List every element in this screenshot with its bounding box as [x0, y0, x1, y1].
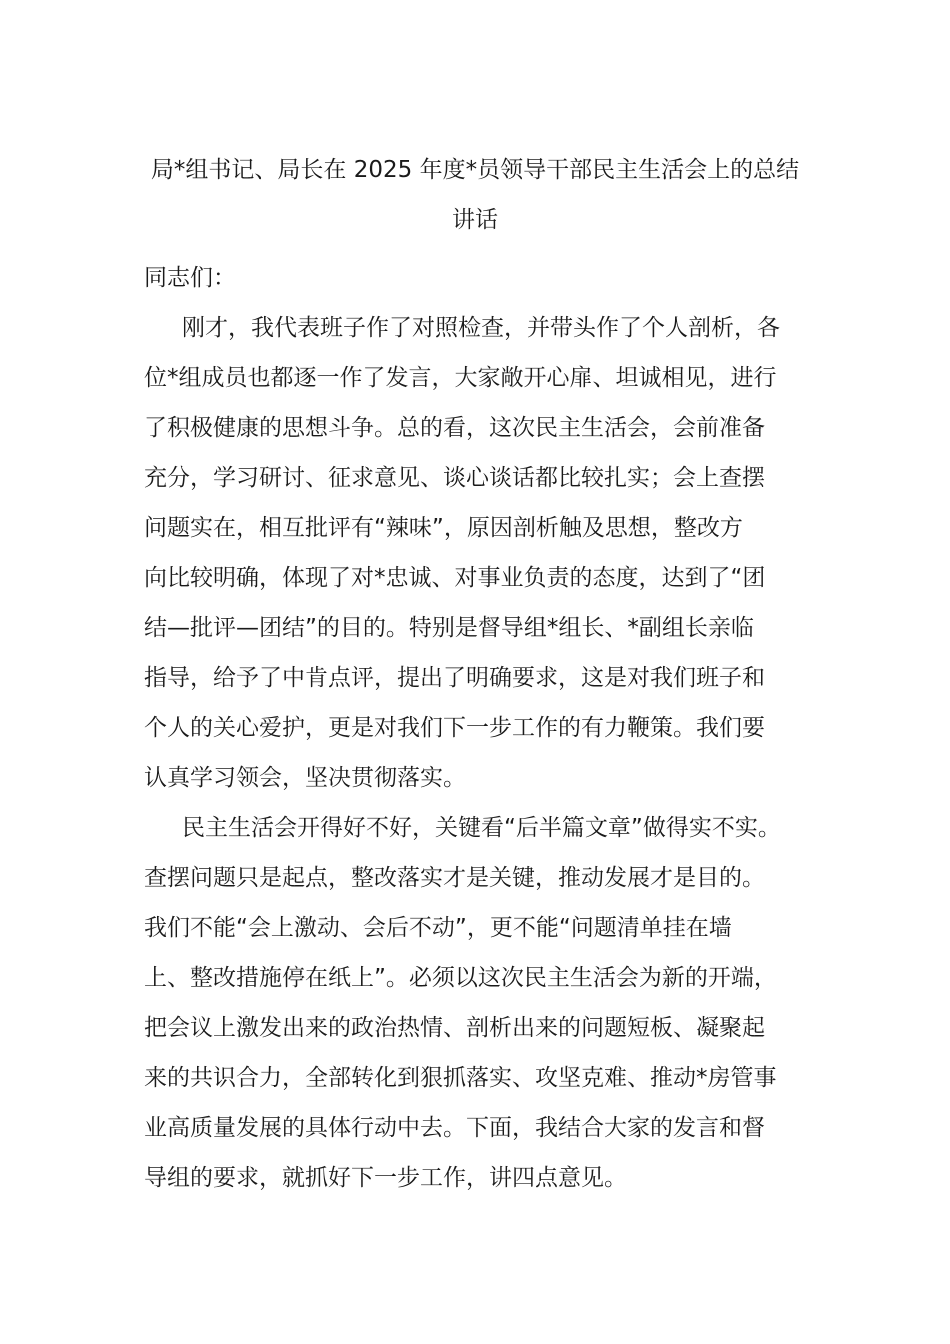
paragraph-line: 结—批评—团结”的目的。特别是督导组*组长、*副组长亲临	[144, 615, 754, 641]
paragraph-line: 查摆问题只是起点，整改落实才是关键，推动发展才是目的。	[144, 865, 765, 891]
paragraph-line: 业高质量发展的具体行动中去。下面，我结合大家的发言和督	[144, 1115, 765, 1141]
paragraph-line: 上、整改措施停在纸上”。必须以这次民主生活会为新的开端，	[144, 965, 777, 991]
paragraph	[144, 303, 824, 803]
document-title	[140, 145, 810, 245]
paragraph	[144, 803, 824, 1203]
title-line: 局*组书记、局长在 2025 年度*员领导干部民主生活会上的总结	[150, 157, 800, 183]
paragraph-line: 向比较明确，体现了对*忠诚、对事业负责的态度，达到了“团	[144, 565, 766, 591]
paragraph-line: 问题实在，相互批评有“辣味”，原因剖析触及思想，整改方	[144, 515, 743, 541]
paragraph-line: 民主生活会开得好不好，关键看“后半篇文章”做得实不实。	[182, 815, 781, 841]
title-line: 讲话	[452, 207, 498, 233]
paragraph-line: 个人的关心爱护，更是对我们下一步工作的有力鞭策。我们要	[144, 715, 765, 741]
paragraph-line: 了积极健康的思想斗争。总的看，这次民主生活会，会前准备	[144, 415, 765, 441]
salutation: 同志们：	[144, 265, 236, 291]
paragraph-line: 把会议上激发出来的政治热情、剖析出来的问题短板、凝聚起	[144, 1015, 765, 1041]
paragraph-line: 充分，学习研讨、征求意见、谈心谈话都比较扎实；会上查摆	[144, 465, 765, 491]
paragraph-line: 指导，给予了中肯点评，提出了明确要求，这是对我们班子和	[144, 665, 765, 691]
paragraph-line: 位*组成员也都逐一作了发言，大家敞开心扉、坦诚相见，进行	[144, 365, 777, 391]
paragraph-line: 认真学习领会，坚决贯彻落实。	[144, 765, 466, 791]
paragraph-line: 来的共识合力，全部转化到狠抓落实、攻坚克难、推动*房管事	[144, 1065, 777, 1091]
paragraph-line: 导组的要求，就抓好下一步工作，讲四点意见。	[144, 1165, 627, 1191]
paragraph-line: 我们不能“会上激动、会后不动”，更不能“问题清单挂在墙	[144, 915, 732, 941]
paragraph-line: 刚才，我代表班子作了对照检查，并带头作了个人剖析，各	[182, 315, 780, 341]
